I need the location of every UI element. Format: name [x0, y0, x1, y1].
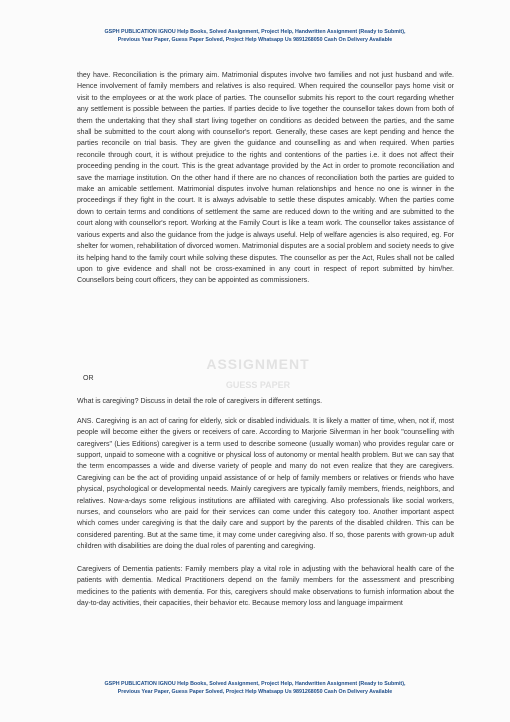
- page-footer: [0, 680, 510, 696]
- page-header: [0, 28, 510, 44]
- footer-line-1: GSPH PUBLICATION IGNOU Help Books, Solved Assignment, Project Help, Handwritten Assignment (Ready to Submit),: [104, 681, 406, 687]
- watermark-sub: GUESS PAPER: [225, 380, 291, 390]
- document-body: [77, 70, 454, 609]
- answer-paragraph: ANS. Caregiving is an act of caring for elderly, sick or disabled individuals. It is likely a matter of time, when, not if, most people will become either the givers or receivers of care. According to Marjorie Silverman in her book "counselling with caregivers" (Lies Editions) caregiver is a term used to describe someone (usually woman) who provides regular care or support, unpaid to someone with a cognitive or physical loss of autonomy or mental health problem. But we can say that the term encompasses a wide and diverse variety of people and many do not even realize that they are caregivers. Caregiving can be the act of providing unpaid assistance of or help of family members or relatives or friends who have physical, psychological or developmental needs. Mainly caregivers are typically family members, friends, neighbors, and relatives. Now-a-days some religious institutions are affiliated with caregiving. Also professionals like social workers, nurses, and counselors who are paid for their services can come under this category too. Another important aspect which comes under caregiving is that the daily care and support by the parents of the disabled children. This can be considered parenting. But at the same time, it may come under caregiving also. If so, those parents with grown-up adult children with disabilities are doing the dual roles of parenting and caregiving.: [77, 417, 454, 551]
- header-line-2: Previous Year Paper, Guess Paper Solved, Project Help Whatsapp Us 9891268050 Cash On Delivery Available: [117, 37, 393, 43]
- or-separator: OR: [83, 375, 94, 382]
- footer-line-2: Previous Year Paper, Guess Paper Solved, Project Help Whatsapp Us 9891268050 Cash On Delivery Available: [117, 689, 393, 695]
- dementia-paragraph: Caregivers of Dementia patients: Family members play a vital role in adjusting with the behavioral health care of the patients with dementia. Medical Practitioners depend on the family members for the assessment and prescribing medicines to the patients with dementia. For this, caregivers should make observations to furnish information about the day-to-day activities, their capacities, their behavior etc. Because memory loss and language impairment: [77, 565, 454, 607]
- question-text: What is caregiving? Discuss in detail the role of caregivers in different settings.: [77, 398, 323, 406]
- paragraph-counselling: they have. Reconciliation is the primary aim. Matrimonial disputes involve two families and not just husband and wife. Hence involvement of family members and relatives is also required. When required the counsellor pays home visit or visit to the employees or at the work place of parties. The counsellor submits his report to the court regarding whether any settlement is possible between the parties. If parties decide to live together the counsellor takes down from both of them the undertaking that they shall start living together on conditions as decided between the parties, and the same shall be submitted to the court along with counsellor's report. Generally, these cases are kept pending and hence the parties reconcile on trial basis. They are given the guidance and counselling as and when required. When parties reconcile through court, it is without prejudice to the rights and contentions of the parties i.e. it does not affect their proceeding pending in the court. This is the great advantage provided by the Act in order to promote reconciliation and save the marriage institution. On the other hand if there are no chances of reconciliation both the parties are guided to make an amicable settlement. Matrimonial disputes involve human relationships and hence no one is winner in the proceedings if they fight in the court. It is always advisable to settle these disputes amicably. When the parties come down to certain terms and conditions of settlement the same are reduced down to the writing and are submitted to the court along with counsellor's report. Working at the Family Court is like a team work. The counsellor takes assistance of various experts and also the guidance from the judge is always useful. Help of welfare agencies is also required, eg. For shelter for women, rehabilitation of divorced women. Matrimonial disputes are a social problem and society needs to give its helping hand to the family court while solving these disputes. The counsellor as per the Act, Rules shall not be called upon to give evidence and shall not be cross-examined in any court in respect of report submitted by him/her. Counsellors being court officers, they can be appointed as commissioners.: [77, 72, 454, 285]
- header-line-1: GSPH PUBLICATION IGNOU Help Books, Solved Assignment, Project Help, Handwritten Assignment (Ready to Submit),: [104, 29, 406, 35]
- watermark-main: ASSIGNMENT: [206, 356, 310, 372]
